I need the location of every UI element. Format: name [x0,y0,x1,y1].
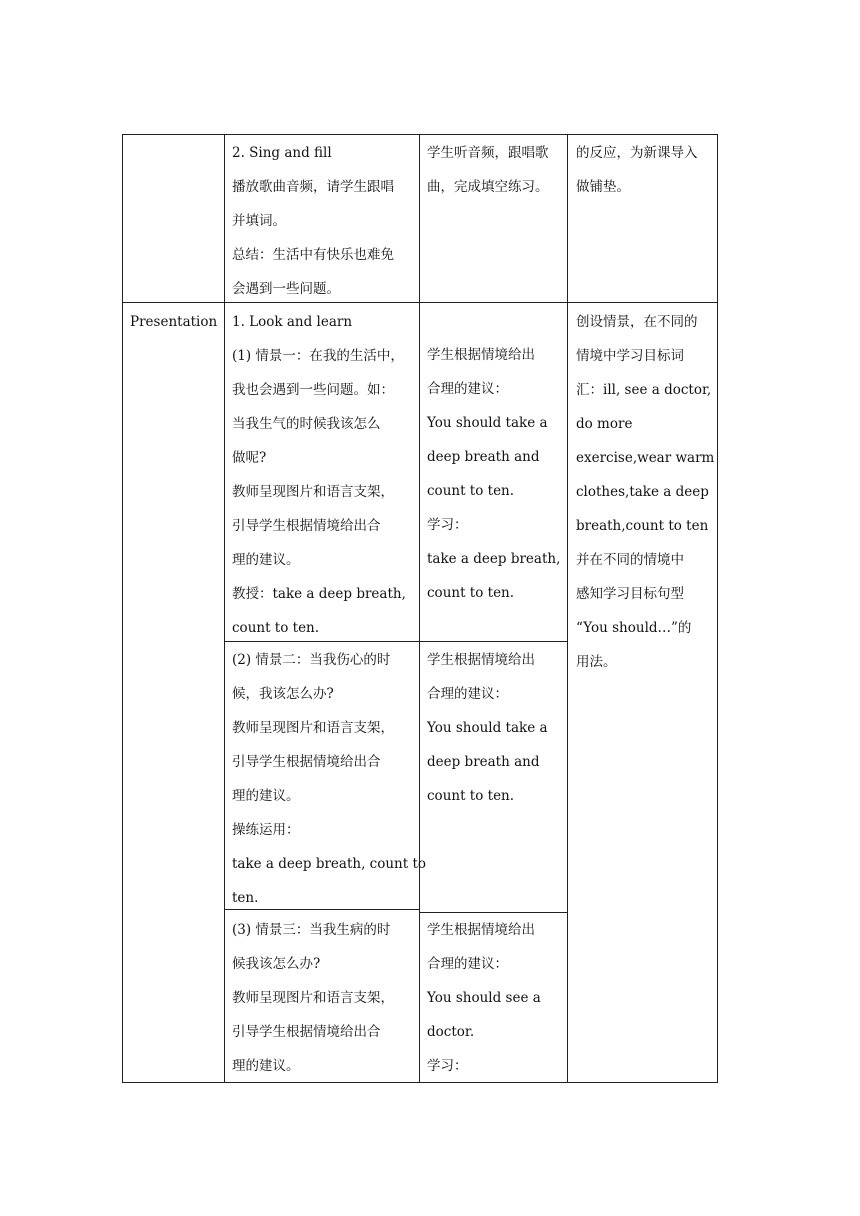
row-divider [122,302,718,303]
text-line: 合理的建议： [427,381,508,397]
text-line: 合理的建议： [427,686,508,702]
text-line: count to ten. [427,585,515,601]
text-line: 学生听音频，跟唱歌 [427,145,549,161]
text-line: clothes,take a deep [576,484,709,500]
text-line: 引导学生根据情境给出合 [232,518,381,534]
row2-teacher-c-cell [232,913,394,1083]
text-line: 理的建议。 [232,1058,300,1074]
column-divider-1 [224,134,225,1083]
text-line: 理的建议。 [232,788,300,804]
text-line: 合理的建议： [427,956,508,972]
text-line: 1. Look and learn [232,314,353,330]
row1-purpose-cell [576,136,698,204]
text-line: 并在不同的情境中 [576,552,684,568]
column-divider-3 [567,134,568,1083]
row2-stage-cell [130,305,217,339]
column-divider-2 [419,134,420,1083]
row2-teacher-b-cell [232,643,426,915]
text-line: 教授：take a deep breath, [232,586,406,602]
text-line: doctor. [427,1024,475,1040]
text-line: count to ten. [427,483,515,499]
text-line: count to ten. [232,620,320,636]
text-line: 总结：生活中有快乐也难免 [232,247,394,263]
row2-student-c-cell [427,913,541,1083]
text-line: 学生根据情境给出 [427,652,535,668]
text-line: 做呢? [232,450,267,466]
text-line: 教师呈现图片和语言支架， [232,990,394,1006]
table-border-left [122,134,123,1083]
text-line: 并填词。 [232,213,286,229]
text-line: 会遇到一些问题。 [232,281,340,297]
text-line: breath,count to ten [576,518,709,534]
text-line: count to ten. [427,788,515,804]
text-line: You should see a [427,990,541,1006]
text-line: do more [576,416,633,432]
row2-teacher-a-cell [232,305,406,645]
text-line: 学生根据情境给出 [427,922,535,938]
text-line: 候，我该怎么办? [232,686,334,702]
text-line: 做铺垫。 [576,179,630,195]
text-line: 引导学生根据情境给出合 [232,754,381,770]
table-border-right [717,134,718,1083]
text-line: ten. [232,890,259,906]
text-line: 汇：ill, see a doctor, [576,382,712,398]
text-line: take a deep breath, [427,551,561,567]
text-line: 理的建议。 [232,552,300,568]
text-line: “You should…”的 [576,620,692,636]
text-line: 我也会遇到一些问题。如： [232,382,394,398]
text-line: 学习： [427,1058,468,1074]
text-line: 学生根据情境给出 [427,347,535,363]
text-line: 感知学习目标句型 [576,586,684,602]
table-border-bottom [122,1082,718,1083]
row2-stage: Presentation [130,314,218,330]
row2-purpose-cell [576,305,714,679]
text-line: 学习： [427,517,468,533]
text-line: 的反应，为新课导入 [576,145,698,161]
text-line: 用法。 [576,654,617,670]
text-line: 曲，完成填空练习。 [427,179,549,195]
text-line: take a deep breath, count to [232,856,427,872]
text-line: 播放歌曲音频，请学生跟唱 [232,179,394,195]
text-line: 当我生气的时候我该怎么 [232,416,381,432]
text-line: You should take a [427,415,548,431]
row2-student-a-cell [427,338,560,610]
text-line: exercise,wear warm [576,450,715,466]
text-line: 操练运用： [232,822,300,838]
text-line: 情境中学习目标词 [576,348,684,364]
text-line: 教师呈现图片和语言支架， [232,720,394,736]
text-line: deep breath and [427,754,540,770]
text-line: 创设情景，在不同的 [576,314,698,330]
text-line: You should take a [427,720,548,736]
row2-student-b-cell [427,643,548,813]
text-line: 2. Sing and fill [232,145,332,161]
row1-student-cell [427,136,549,204]
text-line: 候我该怎么办? [232,956,321,972]
text-line: (3) 情景三：当我生病的时 [232,922,391,938]
table-border-top [122,134,718,135]
text-line: (1) 情景一：在我的生活中， [232,348,404,364]
row1-teacher-cell [232,136,394,306]
text-line: (2) 情景二：当我伤心的时 [232,652,391,668]
text-line: 教师呈现图片和语言支架， [232,484,394,500]
text-line: 引导学生根据情境给出合 [232,1024,381,1040]
text-line: deep breath and [427,449,540,465]
